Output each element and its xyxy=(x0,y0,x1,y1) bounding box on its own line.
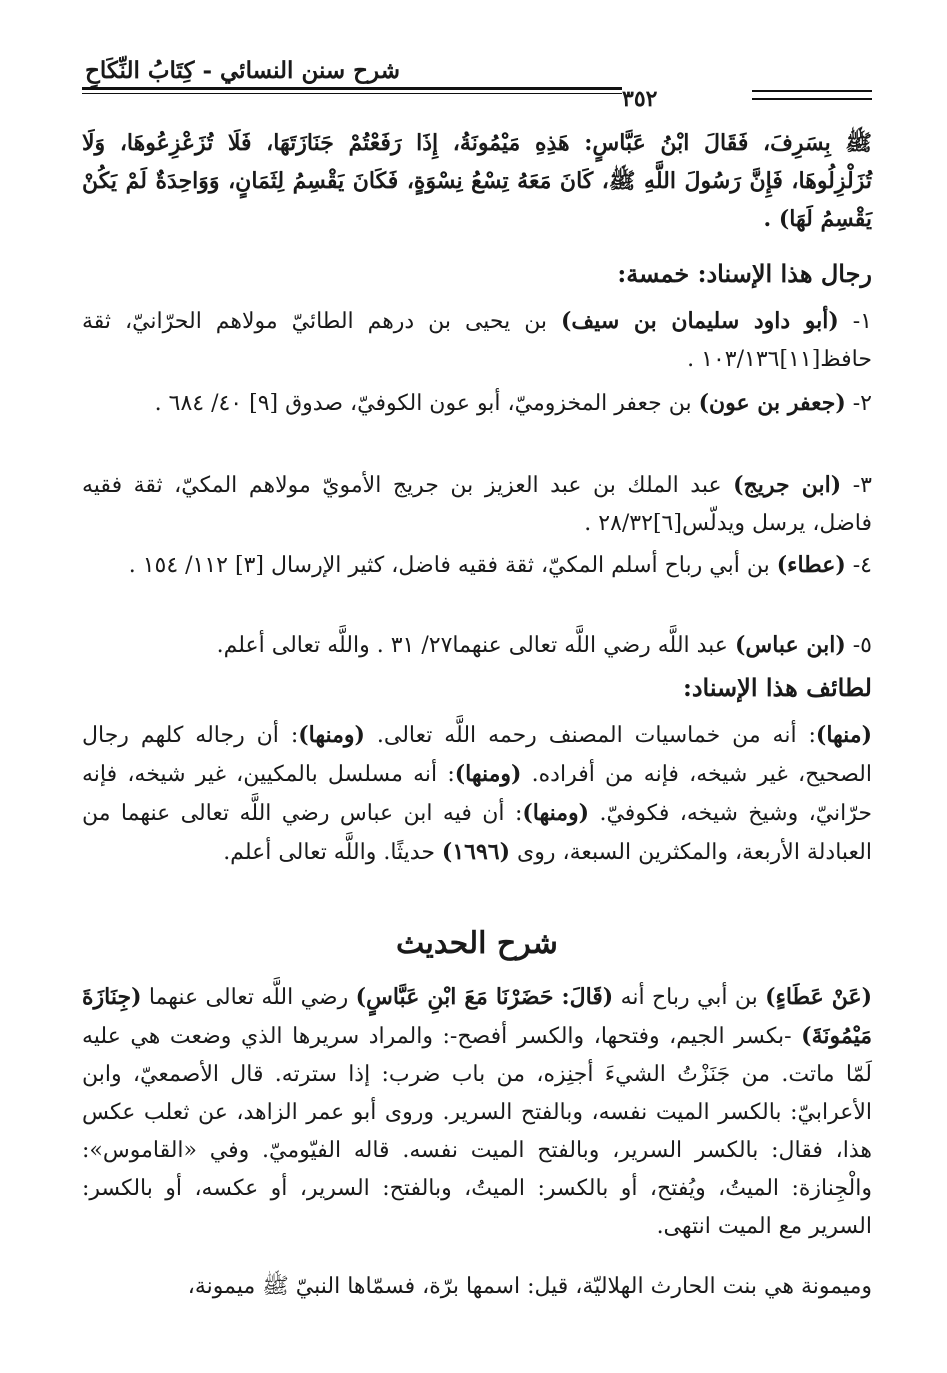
narrator-number: ١- xyxy=(838,309,872,334)
narrator-number: ٣- xyxy=(841,473,872,498)
narrator-item-5 xyxy=(82,626,872,665)
narrator-name: (ابن جريج) xyxy=(733,472,842,498)
narrator-number: ٤- xyxy=(845,553,872,578)
narrator-name: (عطاء) xyxy=(776,552,846,578)
isnad-heading: رجال هذا الإسناد: خمسة: xyxy=(617,259,872,288)
quoted-text: (عَنْ عَطَاءٍ) xyxy=(765,984,873,1010)
sharh-paragraph xyxy=(82,978,872,1246)
lataif-text: : أنه من خماسيات المصنف رحمه اللَّه تعالى. xyxy=(364,723,816,748)
hadith-text: ﷺ بِسَرِفَ، فَقَالَ ابْنُ عَبَّاسٍ: هَذِهِ مَيْمُونَةُ، إِذَا رَفَعْتُمْ جَنَازَتَهَا، فَلَا تُزَعْزِعُوهَا، وَلَا تُزَلْزِلُوهَا، فَإِنَّ رَسُولَ اللَّهِ ﷺ، كَانَ مَعَهُ تِسْعُ نِسْوَةٍ، فَكَانَ يَقْسِمُ لِثَمَانٍ، وَوَاحِدَةٌ لَمْ يَكُنْ يَقْسِمُ لَهَا) . xyxy=(82,130,872,232)
narrator-item-1 xyxy=(82,302,872,379)
narrator-details: بن يحيى بن درهم الطائيّ مولاهم الحرّانيّ، ثقة حافظ[١١]١٠٣/١٣٦ . xyxy=(82,309,872,372)
sharh-heading: شرح الحديث xyxy=(396,926,558,961)
narrator-number: ٢- xyxy=(845,391,872,416)
quoted-text: (جِنَازَةَ مَيْمُونَةَ) xyxy=(82,984,872,1049)
lataif-marker: (ومنها) xyxy=(298,722,365,748)
quoted-text: (قَالَ: حَضَرْنَا مَعَ ابْنِ عَبَّاسٍ) xyxy=(355,984,614,1010)
page-number-ornament xyxy=(752,90,872,106)
page-number: ٣٥٢ xyxy=(622,86,658,112)
lataif-text: : أن رجاله كلهم رجال الصحيح، غير شيخه، فإنه من أفراده. xyxy=(82,723,872,787)
lataif-text: : أن فيه ابن عباس رضي اللَّه تعالى عنهما من العبادلة الأربعة، والمكثرين السبعة، روى xyxy=(82,801,872,865)
maimuna-paragraph: وميمونة هي بنت الحارث الهلاليّة، قيل: اسمها برّة، فسمّاها النبيّ ﷺ ميمونة، xyxy=(187,1274,872,1299)
commentary-text: -بكسر الجيم، وفتحها، والكسر أفصح-: والمراد سريرها الذي وضعت هي عليه لَمّا ماتت. من جَنَزْتُ الشيءَ أجنِزه، من باب ضرب: إذا سترته. قال الأصمعيّ، وابن الأعرابيّ: بالكسر الميت نفسه، وبالفتح السرير. وروى أبو عمر الزاهد، عن ثعلب عكس هذا، فقال: بالكسر السرير، وبالفتح الميت نفسه. قاله الفيّوميّ. وفي «القاموس»: والْجِنازة: الميتُ، ويُفتح، أو بالكسر: الميتُ، وبالفتح: السرير، أو عكسه، أو بالكسر: السرير مع الميت انتهى. xyxy=(82,1024,872,1239)
commentary-text: بن أبي رباح أنه xyxy=(613,985,766,1010)
lataif-text: حديثًا. واللَّه تعالى أعلم. xyxy=(223,840,442,865)
hadith-count: (١٦٩٦) xyxy=(441,839,511,865)
lataif-marker: (ومنها) xyxy=(522,800,590,826)
narrator-name: (ابن عباس) xyxy=(734,632,846,658)
commentary-text: رضي اللَّه تعالى عنهما xyxy=(141,985,356,1010)
lataif-paragraph xyxy=(82,716,872,872)
lataif-marker: (منها) xyxy=(815,722,872,748)
narrator-item-2 xyxy=(82,384,872,423)
narrator-name: (جعفر بن عون) xyxy=(698,390,846,416)
lataif-heading: لطائف هذا الإسناد: xyxy=(682,673,872,702)
narrator-details: عبد الملك بن عبد العزيز بن جريج الأمويّ مولاهم المكيّ، ثقة فقيه فاضل، يرسل ويدلّس[٦]٢٨/٣٢ . xyxy=(82,473,872,536)
narrator-item-4 xyxy=(82,546,872,585)
running-header-title: شرح سنن النسائي - كِتَابُ النِّكَاحِ xyxy=(85,57,400,84)
page-number-block xyxy=(622,84,872,118)
lataif-text: : أنه مسلسل بالمكيين، غير شيخه، فإنه حرّانيّ، وشيخ شيخه، فكوفيّ. xyxy=(82,762,873,826)
narrator-details: عبد اللَّه رضي اللَّه تعالى عنهما٢٧/ ٣١ . واللَّه تعالى أعلم. xyxy=(216,633,735,658)
narrator-number: ٥- xyxy=(845,633,872,658)
lataif-marker: (ومنها) xyxy=(454,761,522,787)
narrator-details: بن جعفر المخزوميّ، أبو عون الكوفيّ، صدوق [٩] ٤٠/ ٦٨٤ . xyxy=(154,391,699,416)
narrator-item-3 xyxy=(82,466,872,543)
narrator-name: (أبو داود سليمان بن سيف) xyxy=(561,308,839,334)
narrator-details: بن أبي رباح أسلم المكيّ، ثقة فقيه فاضل، كثير الإرسال [٣] ١١٢/ ١٥٤ . xyxy=(128,553,777,578)
